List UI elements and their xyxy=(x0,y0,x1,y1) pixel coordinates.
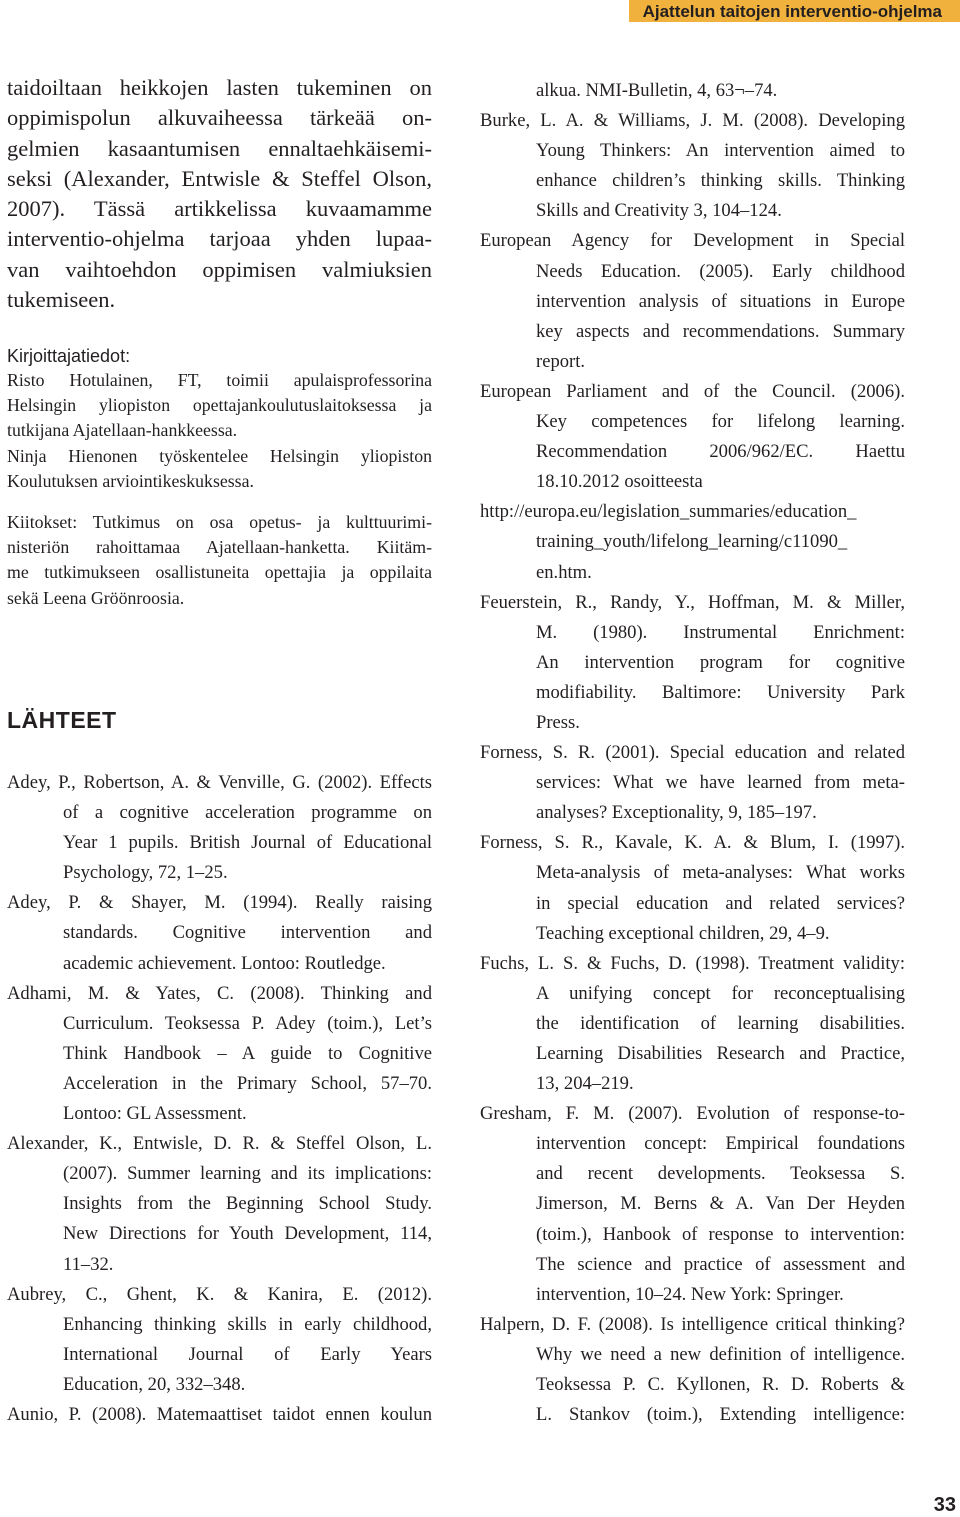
reference-line: in special education and related services? xyxy=(536,892,905,914)
reference-line: Burke, L. A. & Williams, J. M. (2008). Developing xyxy=(480,110,905,132)
reference-line: Halpern, D. F. (2008). Is intelligence critical thinking? xyxy=(480,1313,905,1335)
reference-line: European Agency for Development in Special xyxy=(480,230,905,252)
reference-line: analyses? Exceptionality, 9, 185–197. xyxy=(536,802,817,824)
reference-url-line: training_youth/lifelong_learning/c11090_ xyxy=(536,531,848,553)
reference-line: report. xyxy=(536,350,586,372)
reference-line: key aspects and recommendations. Summary xyxy=(536,320,905,342)
reference-line: Adhami, M. & Yates, C. (2008). Thinking and xyxy=(7,982,432,1004)
reference-line: Press. xyxy=(536,711,580,733)
reference-line: Enhancing thinking skills in early childhood, xyxy=(63,1313,432,1335)
acknowledgements xyxy=(7,510,432,611)
acknowledgement-line: Kiitokset: Tutkimus on osa opetus- ja kulttuurimi- xyxy=(7,512,432,532)
reference-line: A unifying concept for reconceptualising xyxy=(536,982,905,1004)
reference-line: M. (1980). Instrumental Enrichment: xyxy=(536,621,905,643)
running-header: Ajattelun taitojen interventio-ohjelma xyxy=(629,0,960,22)
reference-url-line: en.htm. xyxy=(536,561,592,583)
reference-line: of a cognitive acceleration programme on xyxy=(63,802,432,824)
reference-line: Jimerson, M. Berns & A. Van Der Heyden xyxy=(536,1193,905,1215)
reference-line: International Journal of Early Years xyxy=(63,1343,432,1365)
reference-line: Learning Disabilities Research and Practice, xyxy=(536,1043,905,1064)
intro-line: van vaihtoehdon oppimisen valmiuksien xyxy=(7,256,432,282)
reference-line: Psychology, 72, 1–25. xyxy=(63,862,228,884)
reference-line: standards. Cognitive intervention and xyxy=(63,922,432,944)
page-number: 33 xyxy=(933,1494,956,1516)
reference-line: Young Thinkers: An intervention aimed to xyxy=(536,140,905,162)
reference-line: (2007). Summer learning and its implications: xyxy=(63,1163,432,1185)
reference-line: Aunio, P. (2008). Matemaattiset taidot ennen koulun xyxy=(7,1403,432,1425)
intro-line: 2007). Tässä artikkelissa kuvaamamme xyxy=(7,196,432,222)
reference-list-left xyxy=(7,768,432,1430)
reference-line: 13, 204–219. xyxy=(536,1073,634,1095)
acknowledgement-line: sekä Leena Gröönroosia. xyxy=(7,587,185,608)
intro-line: oppimispolun alkuvaiheessa tärkeää on- xyxy=(7,105,432,131)
reference-line: Insights from the Beginning School Study. xyxy=(63,1193,432,1215)
reference-line: Teoksessa P. C. Kyllonen, R. D. Roberts & xyxy=(536,1374,905,1396)
author-info-line: Helsingin yliopiston opettajankoulutuslaitoksessa ja xyxy=(7,395,432,416)
reference-line: 18.10.2012 osoitteesta xyxy=(536,471,703,493)
reference-line: Recommendation 2006/962/EC. Haettu xyxy=(536,441,905,463)
reference-line: the identification of learning disabilities. xyxy=(536,1012,905,1034)
references-heading: LÄHTEET xyxy=(7,707,117,733)
reference-line: alkua. NMI-Bulletin, 4, 63¬–74. xyxy=(536,80,778,101)
reference-line: and recent developments. Teoksessa S. xyxy=(536,1163,905,1185)
reference-line: Aubrey, C., Ghent, K. & Kanira, E. (2012). xyxy=(7,1283,432,1305)
reference-line: intervention, 10–24. New York: Springer. xyxy=(536,1283,844,1305)
reference-line: 11–32. xyxy=(63,1253,114,1275)
reference-line: academic achievement. Lontoo: Routledge. xyxy=(63,952,386,974)
acknowledgement-line: me tutkimukseen osallistuneita opettajia ja oppilaita xyxy=(7,562,432,583)
reference-line: services: What we have learned from meta- xyxy=(536,772,905,794)
reference-line: Adey, P., Robertson, A. & Venville, G. (2002). Effects xyxy=(7,772,432,793)
reference-line: European Parliament and of the Council. (2006). xyxy=(480,380,905,402)
reference-line: Lontoo: GL Assessment. xyxy=(63,1103,247,1125)
reference-line: Needs Education. (2005). Early childhood xyxy=(536,260,905,282)
author-info-label: Kirjoittajatiedot: xyxy=(7,346,131,366)
reference-line: An intervention program for cognitive xyxy=(536,651,905,673)
author-info-line: Koulutuksen arviointikeskuksessa. xyxy=(7,470,254,491)
reference-line: Gresham, F. M. (2007). Evolution of response-to- xyxy=(480,1103,905,1125)
author-info-line: Ninja Hienonen työskentelee Helsingin yliopiston xyxy=(7,445,432,466)
reference-line: Education, 20, 332–348. xyxy=(63,1373,246,1395)
reference-line: Teaching exceptional children, 29, 4–9. xyxy=(536,922,830,944)
reference-url-line: http://europa.eu/legislation_summaries/education_ xyxy=(480,501,857,523)
reference-line: Forness, S. R., Kavale, K. A. & Blum, I. (1997). xyxy=(480,832,905,854)
reference-line: Adey, P. & Shayer, M. (1994). Really raising xyxy=(7,892,432,914)
reference-line: Think Handbook – A guide to Cognitive xyxy=(63,1042,432,1064)
reference-line: Key competences for lifelong learning. xyxy=(536,411,905,433)
intro-line: gelmien kasaantumisen ennaltaehkäisemi- xyxy=(7,135,432,161)
reference-line: Meta-analysis of meta-analyses: What works xyxy=(536,862,905,884)
reference-line: Acceleration in the Primary School, 57–70. xyxy=(63,1072,432,1094)
reference-list-right xyxy=(480,76,905,1430)
reference-line: Alexander, K., Entwisle, D. R. & Steffel Olson, L. xyxy=(7,1133,432,1155)
author-info-line: Risto Hotulainen, FT, toimii apulaisprofessorina xyxy=(7,370,432,390)
reference-line: intervention concept: Empirical foundations xyxy=(536,1133,905,1155)
intro-paragraph xyxy=(7,73,432,315)
reference-line: Forness, S. R. (2001). Special education and related xyxy=(480,742,905,764)
reference-line: Feuerstein, R., Randy, Y., Hoffman, M. & Miller, xyxy=(480,591,905,613)
reference-line: Why we need a new definition of intelligence. xyxy=(536,1343,905,1365)
intro-line: seksi (Alexander, Entwisle & Steffel Olson, xyxy=(7,165,432,191)
reference-line: enhance children’s thinking skills. Thinking xyxy=(536,170,905,192)
author-info-line: tutkijana Ajatellaan-hankkeessa. xyxy=(7,420,238,441)
intro-line: interventio-ohjelma tarjoaa yhden lupaa- xyxy=(7,226,432,252)
acknowledgement-line: nisteriön rahoittamaa Ajatellaan-hanketta. Kiitäm- xyxy=(7,537,432,558)
reference-line: L. Stankov (toim.), Extending intelligence: xyxy=(536,1404,905,1426)
reference-line: Year 1 pupils. British Journal of Educational xyxy=(63,832,432,854)
intro-line: tukemiseen. xyxy=(7,287,116,313)
author-info xyxy=(7,368,432,494)
reference-line: (toim.), Hanbook of response to intervention: xyxy=(536,1223,905,1245)
reference-line: Curriculum. Teoksessa P. Adey (toim.), Let’s xyxy=(63,1012,432,1034)
reference-line: modifiability. Baltimore: University Park xyxy=(536,681,905,703)
reference-line: Fuchs, L. S. & Fuchs, D. (1998). Treatment validity: xyxy=(480,952,905,974)
reference-line: The science and practice of assessment and xyxy=(536,1253,905,1275)
reference-line: intervention analysis of situations in Europe xyxy=(536,290,905,312)
reference-line: Skills and Creativity 3, 104–124. xyxy=(536,200,782,222)
reference-line: New Directions for Youth Development, 114, xyxy=(63,1223,432,1245)
intro-line: taidoiltaan heikkojen lasten tukeminen on xyxy=(7,75,432,100)
